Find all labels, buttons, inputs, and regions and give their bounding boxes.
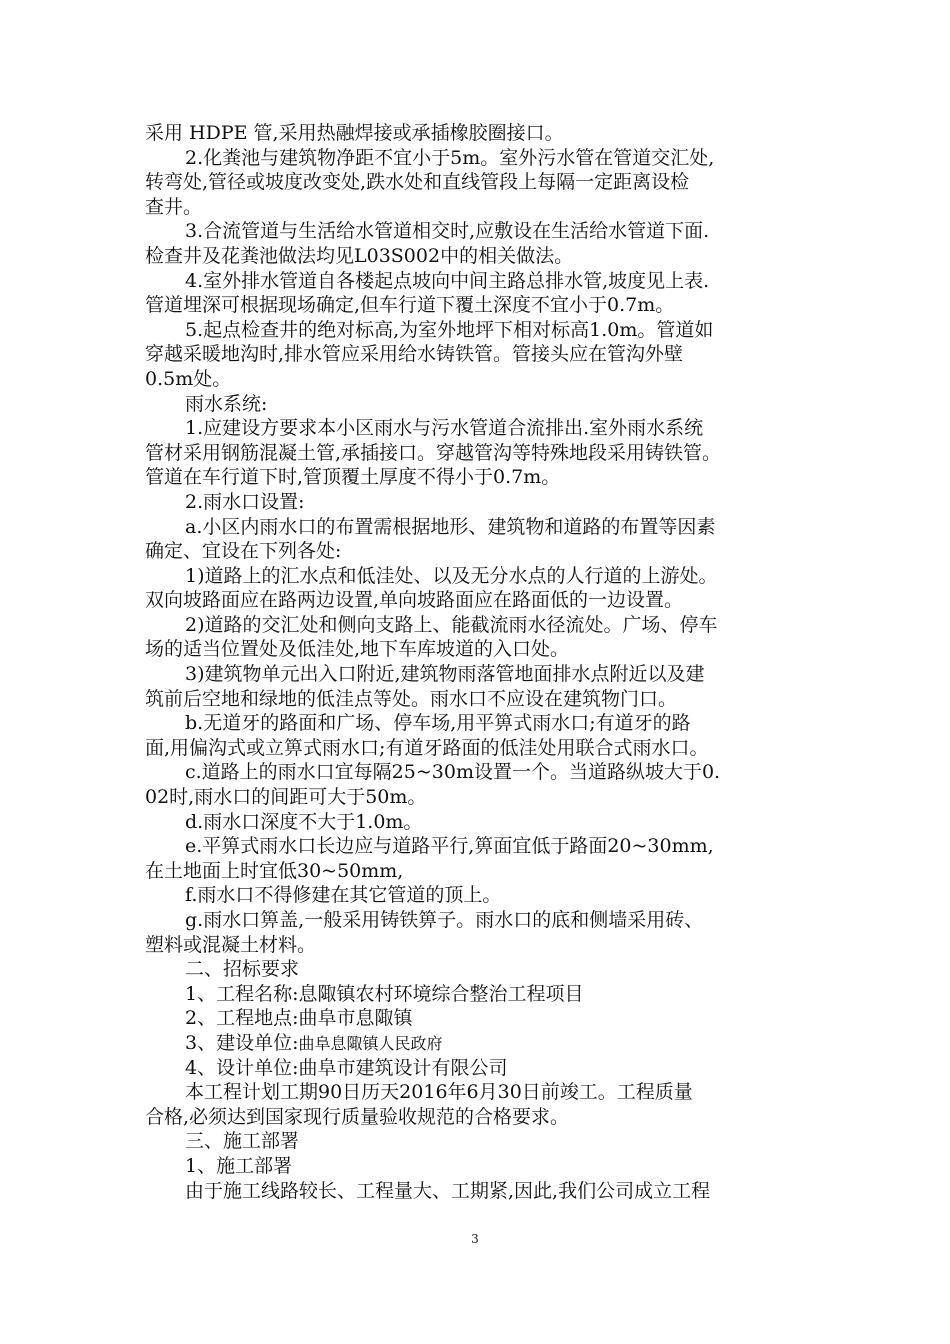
text-line: f.雨水口不得修建在其它管道的顶上。 <box>185 884 502 907</box>
document-body <box>145 121 825 1203</box>
text-line: 1)道路上的汇水点和低洼处、以及无分水点的人行道的上游处。 <box>185 564 718 587</box>
text-line: 由于施工线路较长、工程量大、工期紧,因此,我们公司成立工程 <box>185 1179 711 1202</box>
text-line: 管材采用钢筋混凝土管,承插接口。穿越管沟等特殊地段采用铸铁管。 <box>145 441 722 464</box>
text-line: 5.起点检查井的绝对标高,为室外地坪下相对标高1.0m。管道如 <box>185 318 714 341</box>
text-line: 查井。 <box>145 195 203 218</box>
text-line: 面,用偏沟式或立箅式雨水口;有道牙路面的低洼处用联合式雨水口。 <box>145 736 709 759</box>
text-line <box>145 1031 825 1056</box>
text-line: 0.5m处。 <box>145 367 232 390</box>
construction-unit-label: 3、建设单位: <box>185 1031 299 1054</box>
text-line: c.道路上的雨水口宜每隔25~30m设置一个。当道路纵坡大于0. <box>185 761 721 784</box>
construction-unit-value: 曲阜息陬镇人民政府 <box>298 1033 443 1053</box>
text-line: e.平箅式雨水口长边应与道路平行,箅面宜低于路面20~30mm, <box>185 835 714 858</box>
text-line: 筑前后空地和绿地的低洼点等处。雨水口不应设在建筑物门口。 <box>145 687 678 710</box>
text-line: g.雨水口箅盖,一般采用铸铁箅子。雨水口的底和侧墙采用砖、 <box>185 909 704 931</box>
text-line: 02时,雨水口的间距可大于50m。 <box>145 786 427 809</box>
section-heading: 三、施工部署 <box>185 1130 300 1153</box>
text-line: 2.化粪池与建筑物净距不宜小于5m。室外污水管在管道交汇处, <box>185 146 715 169</box>
text-line: 3)建筑物单元出入口附近,建筑物雨落管地面排水点附近以及建 <box>185 663 705 686</box>
section-heading: 二、招标要求 <box>185 958 300 981</box>
text-line: 场的适当位置处及低洼处,地下车库坡道的入口处。 <box>145 638 570 661</box>
text-line: 管道埋深可根据现场确定,但车行道下覆土深度不宜小于0.7m。 <box>145 294 675 317</box>
text-line: 采用 HDPE 管,采用热融焊接或承插橡胶圈接口。 <box>145 122 564 144</box>
text-line: 3.合流管道与生活给水管道相交时,应敷设在生活给水管道下面. <box>185 220 710 243</box>
text-line: a.小区内雨水口的布置需根据地形、建筑物和道路的布置等因素 <box>185 515 716 538</box>
text-line: 双向坡路面应在路两边设置,单向坡路面应在路面低的一边设置。 <box>145 589 684 612</box>
text-line: 1.应建设方要求本小区雨水与污水管道合流排出.室外雨水系统 <box>185 417 704 440</box>
section-heading: 雨水系统: <box>185 392 268 415</box>
text-line: 穿越采暖地沟时,排水管应采用给水铸铁管。管接头应在管沟外壁 <box>145 343 684 366</box>
text-line: b.无道牙的路面和广场、停车场,用平箅式雨水口;有道牙的路 <box>185 712 691 735</box>
text-line: 4、设计单位:曲阜市建筑设计有限公司 <box>185 1056 508 1079</box>
text-line: 1、工程名称:息陬镇农村环境综合整治工程项目 <box>185 982 584 1005</box>
text-line: 确定、宜设在下列各处: <box>145 540 342 563</box>
text-line: 本工程计划工期90日历天2016年6月30日前竣工。工程质量 <box>185 1081 693 1104</box>
page-number: 3 <box>471 1232 479 1246</box>
text-line: 塑料或混凝土材料。 <box>145 933 317 956</box>
text-line: d.雨水口深度不大于1.0m。 <box>185 810 423 833</box>
text-line: 4.室外排水管道自各楼起点坡向中间主路总排水管,坡度见上表. <box>185 269 710 292</box>
text-line: 2.雨水口设置: <box>185 490 305 513</box>
text-line: 2、工程地点:曲阜市息陬镇 <box>185 1007 413 1030</box>
text-line: 2)道路的交汇处和侧向支路上、能截流雨水径流处。广场、停车 <box>185 613 718 636</box>
text-line: 在土地面上时宜低30~50mm, <box>145 859 404 882</box>
text-line: 合格,必须达到国家现行质量验收规范的合格要求。 <box>145 1105 570 1128</box>
subsection-heading: 1、施工部署 <box>185 1154 293 1177</box>
text-line: 检查井及花粪池做法均见L03S002中的相关做法。 <box>145 244 574 267</box>
text-line: 管道在车行道下时,管顶覆土厚度不得小于0.7m。 <box>145 466 561 489</box>
text-line: 转弯处,管径或坡度改变处,跌水处和直线管段上每隔一定距离设检 <box>145 171 690 194</box>
